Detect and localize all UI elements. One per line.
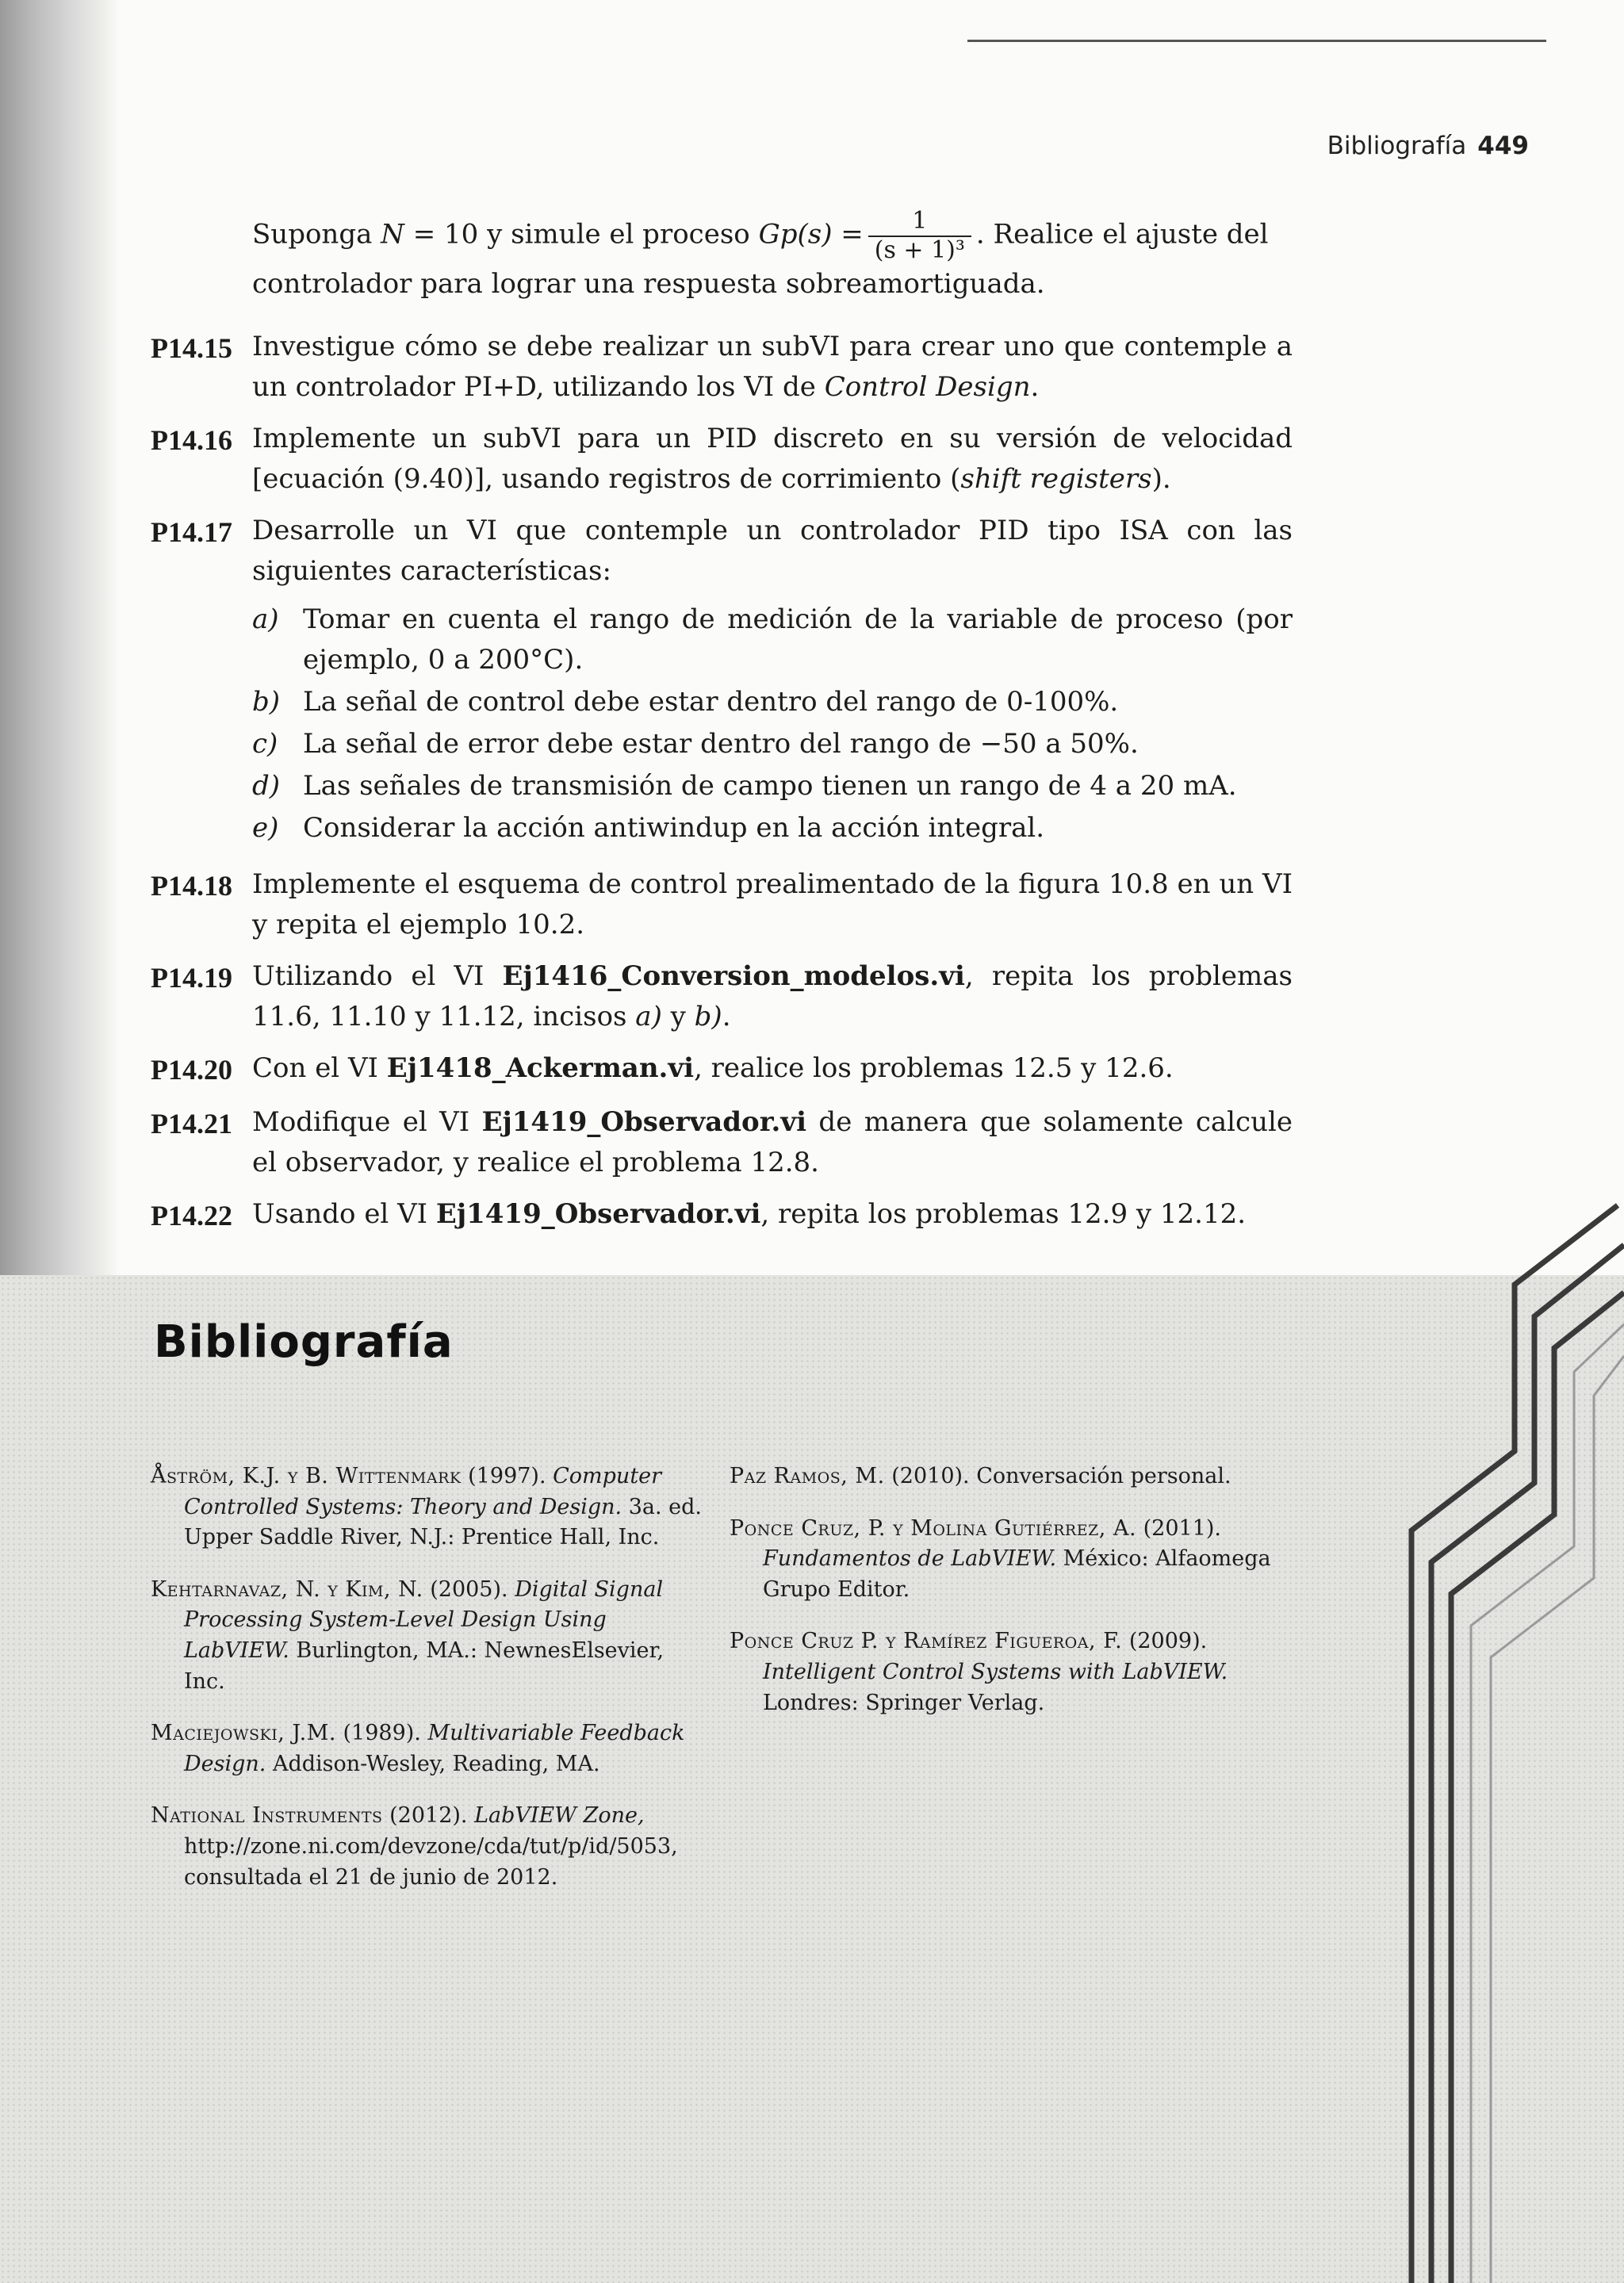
problem-intro-text: Suponga N = 10 y simule el proceso Gp(s) = $\frac{1}{\text{(s + 1)³}}$ . Realice el ajuste del controlador para lograr una respuesta sobreamortiguada. [252,207,1269,300]
vi-filename: Ej1419_Observador.vi [481,1106,807,1138]
reference-entry: Ponce Cruz P. y Ramírez Figueroa, F. (2009). Intelligent Control Systems with LabVIEW. Londres: Springer Verlag. [730,1629,1228,1715]
list-item: d) Las señales de transmisión de campo tienen un rango de 4 a 20 mA. [252,770,1237,802]
problem-p14-17 [151,511,1293,853]
reference-entry: Kehtarnavaz, N. y Kim, N. (2005). Digital Signal Processing System-Level Design Using LabVIEW. Burlington, MA.: NewnesElsevier, Inc. [151,1576,665,1694]
bibliography-left-column [151,1440,706,1894]
problem-list [151,327,1293,1248]
problem-p14-18 [151,864,1293,945]
reference-entry: Maciejowski, J.M. (1989). Multivariable Feedback Design. Addison-Wesley, Reading, MA. [151,1721,685,1776]
list-item: a) Tomar en cuenta el rango de medición de la variable de proceso (por ejemplo, 0 a 200°C). [252,603,1293,676]
problem-p14-15 [151,327,1293,408]
transfer-function-label: Gp(s) = [758,218,864,251]
problem-p14-21 [151,1102,1293,1183]
vi-filename: Ej1416_Conversion_modelos.vi [502,960,965,992]
running-head [1316,132,1529,160]
problem-text: Investigue cómo se debe realizar un subVI para crear uno que contemple a un controlador PI+D, utilizando los VI de Control Design. [252,331,1293,403]
vi-filename: Ej1418_Ackerman.vi [386,1052,695,1084]
problem-p14-19 [151,956,1293,1037]
problem-text: Usando el VI Ej1419_Observador.vi, repita los problemas 12.9 y 12.12. [252,1198,1247,1230]
transfer-function-fraction: $\frac{1}{\text{(s + 1)³}}$ [868,208,971,264]
reference-entry: Åström, K.J. y B. Wittenmark (1997). Computer Controlled Systems: Theory and Design. 3a. ed. Upper Saddle River, N.J.: Prentice Hall, Inc. [151,1464,702,1550]
requirements-list [252,599,1293,848]
problem-number: P14.21 [151,1108,232,1140]
problem-text: Utilizando el VI Ej1416_Conversion_modelos.vi, repita los problemas 11.6, 11.10 y 11.12, incisos a) y b). [252,960,1293,1032]
problem-number: P14.15 [151,332,232,364]
reference-entry: National Instruments (2012). LabVIEW Zone, http://zone.ni.com/devzone/cda/tut/p/id/5053, consultada el 21 de junio de 2012. [151,1803,678,1890]
problem-number: P14.20 [151,1054,232,1086]
problem-text: Desarrolle un VI que contemple un controlador PID tipo ISA con las siguientes características: a) Tomar en cuenta el rango de medición de la variable de proceso (por ejemplo, 0 a 200°C). b) La señal de control debe estar dentro del rango de 0-100%. c) La señal de error debe estar dentro del rango de −50 a 50%. d) Las señales de transmisión de campo tienen un rango de 4 a 20 mA. e) Considerar la acción antiwindup en la acción integral. [252,511,1293,853]
problem-number: P14.22 [151,1200,232,1232]
bibliography-heading: Bibliografía [154,1316,454,1368]
top-rule [967,40,1546,42]
decorative-stripe-graphic [1348,1189,1624,2283]
reference-entry: Ponce Cruz, P. y Molina Gutiérrez, A. (2011). Fundamentos de LabVIEW. México: Alfaomega Grupo Editor. [730,1515,1271,1602]
problem-text: Con el VI Ej1418_Ackerman.vi, realice los problemas 12.5 y 12.6. [252,1052,1174,1084]
page-number: 449 [1477,132,1529,160]
problem-text: Implemente el esquema de control prealimentado de la figura 10.8 en un VI y repita el ejemplo 10.2. [252,868,1293,940]
reference-entry: Paz Ramos, M. (2010). Conversación personal. [730,1464,1231,1488]
problem-text: Implemente un subVI para un PID discreto en su versión de velocidad [ecuación (9.40)], usando registros de corrimiento (shift registers). [252,423,1293,495]
problem-number: P14.19 [151,962,232,994]
running-head-section: Bibliografía [1327,132,1467,160]
list-item: c) La señal de error debe estar dentro del rango de −50 a 50%. [252,728,1139,760]
problem-number: P14.16 [151,424,232,456]
problem-p14-20 [151,1048,1293,1091]
problem-number: P14.17 [151,516,232,548]
problem-number: P14.18 [151,870,232,902]
list-item: e) Considerar la acción antiwindup en la acción integral. [252,812,1045,844]
vi-filename: Ej1419_Observador.vi [435,1198,761,1230]
bibliography-right-column [730,1440,1285,1720]
list-item: b) La señal de control debe estar dentro del rango de 0-100%. [252,686,1119,718]
problem-p14-16 [151,419,1293,500]
problem-text: Modifique el VI Ej1419_Observador.vi de manera que solamente calcule el observador, y realice el problema 12.8. [252,1106,1293,1178]
problem-p14-22 [151,1194,1293,1237]
